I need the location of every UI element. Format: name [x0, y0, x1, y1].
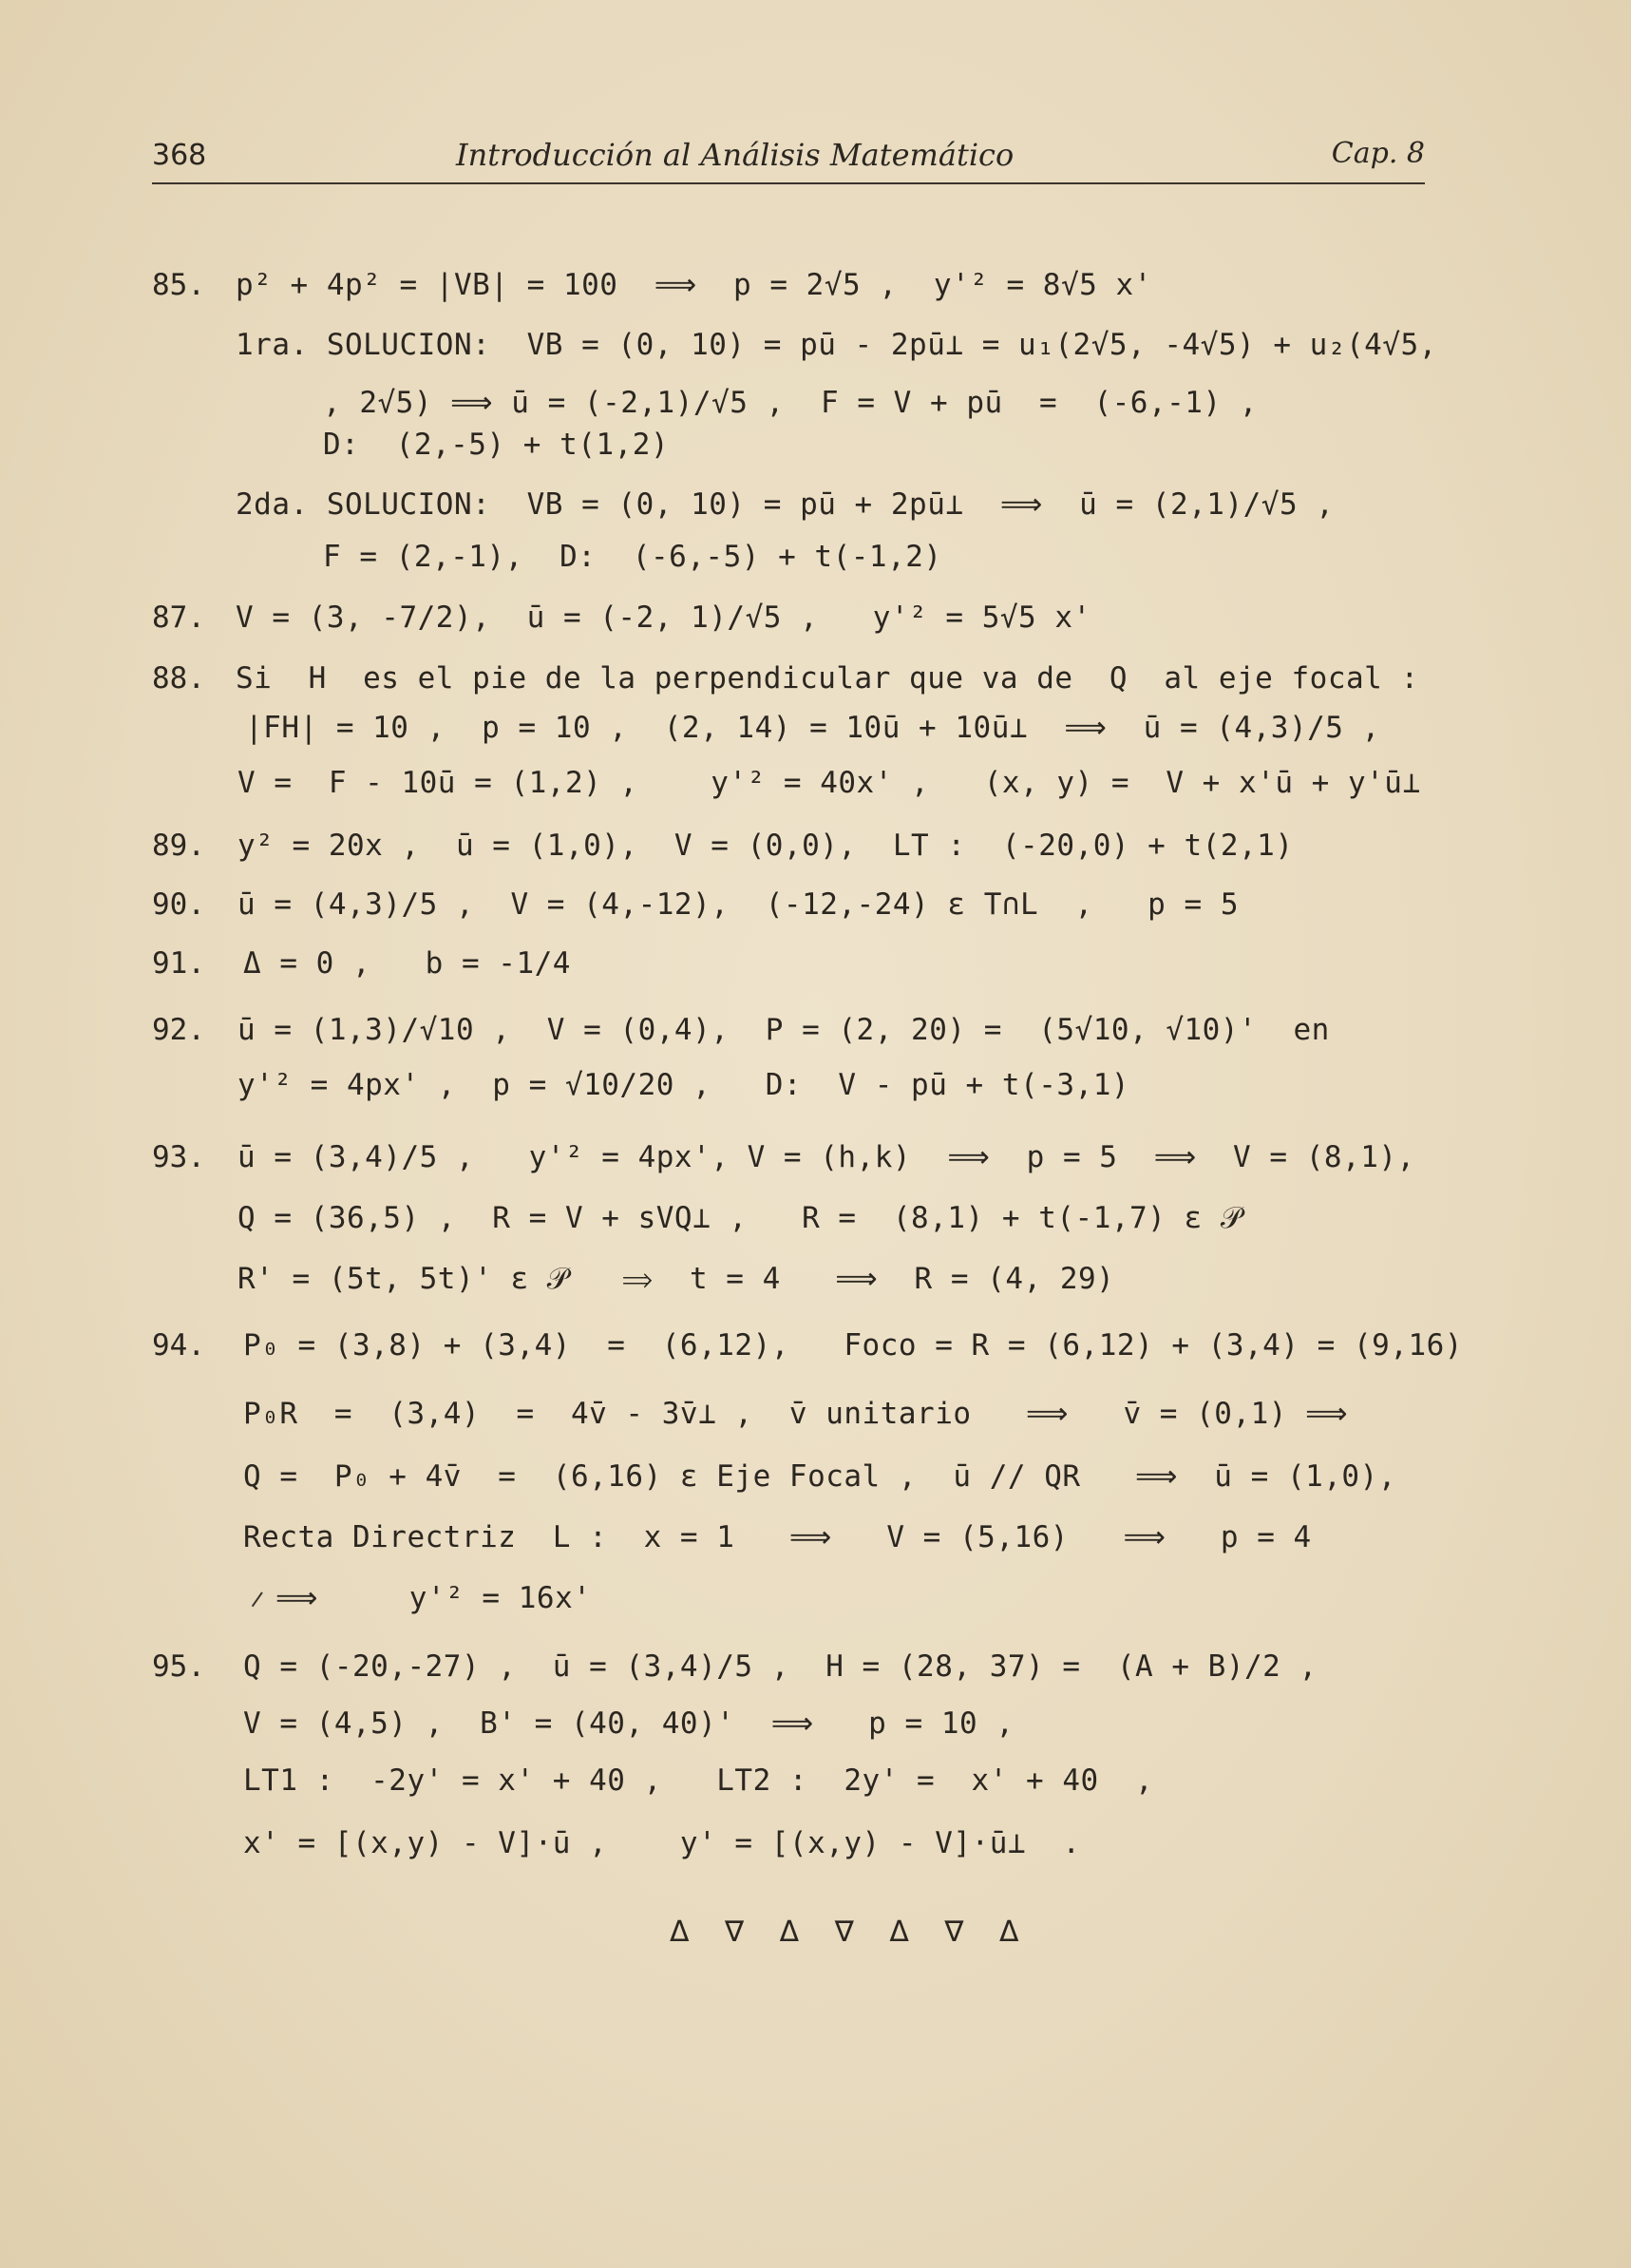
problem-number-89: 89. — [152, 829, 205, 863]
problem-number-90: 90. — [152, 887, 205, 922]
problem-85-line-2: 1ra. SOLUCION: VB = (0, 10) = pū - 2pū⊥ = u₁(2√5, -4√5) + u₂(4√5, — [236, 328, 1437, 362]
problem-94-line-3: Q = P₀ + 4v̄ = (6,16) ε Eje Focal , ū // QR ⟹ ū = (1,0), — [243, 1459, 1396, 1494]
book-title: Introducción al Análisis Matemático — [456, 137, 1015, 173]
problem-94-line-1: P₀ = (3,8) + (3,4) = (6,12), Foco = R = (6,12) + (3,4) = (9,16) — [243, 1328, 1463, 1363]
problem-number-92: 92. — [152, 1013, 205, 1047]
problem-92-line-1: ū = (1,3)/√10 , V = (0,4), P = (2, 20) = (5√10, √10)' en — [237, 1013, 1330, 1047]
problem-94-line-4: Recta Directriz L : x = 1 ⟹ V = (5,16) ⟹ p = 4 — [243, 1520, 1312, 1554]
pen-mark — [252, 1591, 278, 1617]
problem-85-line-4: D: (2,-5) + t(1,2) — [323, 428, 670, 462]
problem-number-93: 93. — [152, 1140, 205, 1174]
problem-85-line-1: p² + 4p² = |VB| = 100 ⟹ p = 2√5 , y'² = 8√5 x' — [236, 268, 1152, 302]
problem-89-line-1: y² = 20x , ū = (1,0), V = (0,0), LT : (-20,0) + t(2,1) — [237, 829, 1294, 863]
problem-90-line-1: ū = (4,3)/5 , V = (4,-12), (-12,-24) ε T∩L , p = 5 — [237, 887, 1239, 922]
page-header — [152, 133, 1425, 184]
problem-85-line-3: , 2√5) ⟹ ū = (-2,1)/√5 , F = V + pū = (-6,-1) , — [323, 386, 1258, 420]
problem-93-line-2: Q = (36,5) , R = V + sVQ⊥ , R = (8,1) + t(-1,7) ε 𝒫 — [237, 1201, 1242, 1235]
problem-87-line-1: V = (3, -7/2), ū = (-2, 1)/√5 , y'² = 5√5 x' — [236, 600, 1091, 635]
page-number: 368 — [152, 139, 207, 172]
problem-91-line-1: Δ = 0 , b = -1/4 — [243, 946, 571, 981]
problem-95-line-2: V = (4,5) , B' = (40, 40)' ⟹ p = 10 , — [243, 1706, 1015, 1741]
problem-88-line-2: |FH| = 10 , p = 10 , (2, 14) = 10ū + 10ū⊥ ⟹ ū = (4,3)/5 , — [245, 711, 1380, 745]
problem-95-line-1: Q = (-20,-27) , ū = (3,4)/5 , H = (28, 37) = (A + B)/2 , — [243, 1649, 1318, 1684]
problem-number-88: 88. — [152, 661, 205, 696]
problem-number-91: 91. — [152, 946, 205, 981]
problem-93-line-3: R' = (5t, 5t)' ε 𝒫 ⟹ t = 4 ⟹ R = (4, 29) — [237, 1262, 1115, 1296]
problem-85-line-6: F = (2,-1), D: (-6,-5) + t(-1,2) — [323, 540, 942, 574]
problem-number-85: 85. — [152, 268, 205, 302]
problem-85-line-5: 2da. SOLUCION: VB = (0, 10) = pū + 2pū⊥ ⟹ ū = (2,1)/√5 , — [236, 487, 1335, 522]
problem-95-line-4: x' = [(x,y) - V]·ū , y' = [(x,y) - V]·ū⊥ . — [243, 1826, 1081, 1860]
problem-94-line-5: ⟹ y'² = 16x' — [275, 1581, 592, 1615]
problem-number-87: 87. — [152, 600, 205, 635]
chapter-label: Cap. 8 — [1331, 137, 1425, 170]
problem-88-line-3: V = F - 10ū = (1,2) , y'² = 40x' , (x, y) = V + x'ū + y'ū⊥ — [237, 766, 1421, 800]
problem-number-94: 94. — [152, 1328, 205, 1363]
problem-88-line-1: Si H es el pie de la perpendicular que va de Q al eje focal : — [236, 661, 1419, 696]
problem-95-line-3: LT1 : -2y' = x' + 40 , LT2 : 2y' = x' + 40 , — [243, 1763, 1154, 1798]
problem-number-95: 95. — [152, 1649, 205, 1684]
problem-93-line-1: ū = (3,4)/5 , y'² = 4px', V = (h,k) ⟹ p = 5 ⟹ V = (8,1), — [237, 1140, 1415, 1174]
problem-92-line-2: y'² = 4px' , p = √10/20 , D: V - pū + t(-3,1) — [237, 1068, 1130, 1102]
problem-94-line-2: P₀R = (3,4) = 4v̄ - 3v̄⊥ , v̄ unitario ⟹ v̄ = (0,1) ⟹ — [243, 1397, 1349, 1431]
end-ornament: Δ ∇ Δ ∇ Δ ∇ Δ — [670, 1915, 1033, 1949]
